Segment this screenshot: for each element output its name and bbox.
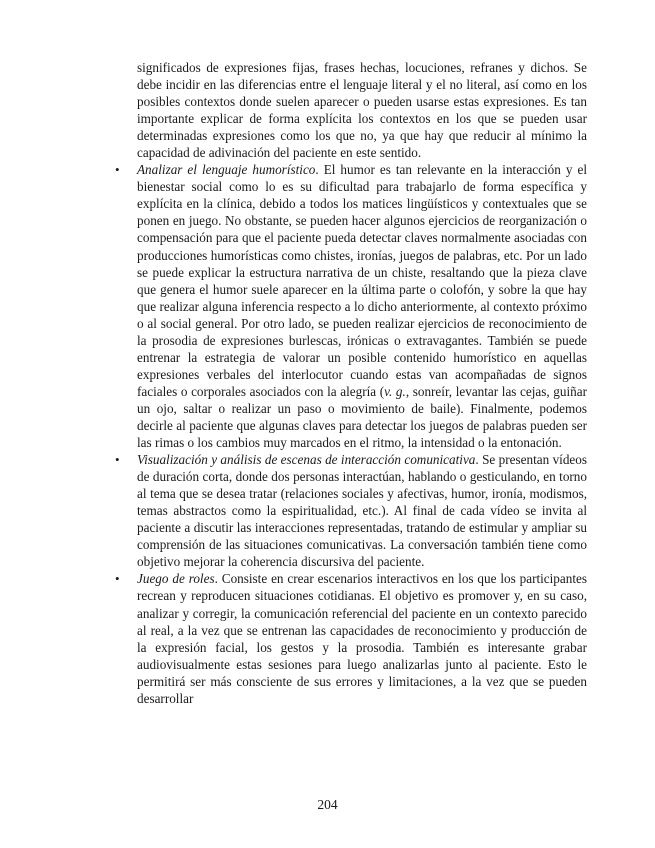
bullet-item-humor bbox=[115, 161, 587, 451]
bullet-term: Analizar el lenguaje humorístico bbox=[137, 162, 316, 178]
bullet-item-juego-de-roles bbox=[115, 570, 587, 706]
page-number: 204 bbox=[317, 797, 338, 812]
bullet-item-visualizacion bbox=[115, 451, 587, 570]
bullet-icon: • bbox=[115, 571, 120, 587]
bullet-icon: • bbox=[115, 452, 120, 468]
bullet-text: . El humor es tan relevante en la interacción y el bienestar social como lo es su dificultad para trabajarlo de forma específica y explícita en la clínica, debido a todos los matices lingüísticos y contextuales que se ponen en juego. No obstante, se pueden hacer algunos ejercicios de reorganización o compensación para que el paciente pueda detectar claves normalmente asociadas con producciones humorísticas como chistes, ironías, juegos de palabras, etc. Por un lado se puede explicar la estructura narrativa de un chiste, resaltando que la pieza clave que genera el humor suele aparecer en la última parte o colofón, y sobre la que hay que realizar alguna inferencia respecto a lo dicho anteriormente, al contexto próximo o al social general. Por otro lado, se pueden realizar ejercicios de reconocimiento de la prosodia de expresiones burlescas, irónicas o extravagantes. También se puede entrenar la estrategia de valorar un posible contenido humorístico en aquellas expresiones verbales del interlocutor cuando estas van acompañadas de signos faciales o corporales asociados con la alegría ( bbox=[137, 162, 587, 399]
continuation-paragraph: significados de expresiones fijas, frases hechas, locuciones, refranes y dichos. Se debe incidir en las diferencias entre el lenguaje literal y el no literal, así como en los posibles contextos donde suelen aparecer o pueden usarse estas expresiones. Es tan importante explicar de forma explícita los contextos en los que se pueden usar determinadas expresiones como los que no, ya que hay que reducir al mínimo la capacidad de adivinación del paciente en este sentido. bbox=[137, 60, 587, 161]
bullet-term: Juego de roles bbox=[137, 571, 215, 587]
bullet-list bbox=[115, 161, 587, 707]
bullet-text: . Se presentan vídeos de duración corta, donde dos personas interactúan, hablando o gesticulando, en torno al tema que se desea tratar (relaciones sociales y afectivas, humor, ironía, modismos, temas abstractos como la espiritualidad, etc.). Al final de cada vídeo se invita al paciente a discutir las interacciones representadas, tratando de estimular y ampliar su comprensión de las situaciones comunicativas. La conversación también tiene como objetivo mejorar la coherencia discursiva del paciente. bbox=[137, 452, 587, 570]
bullet-icon: • bbox=[115, 162, 120, 178]
bullet-text-continued: , sonreír, levantar las cejas, guiñar un ojo, saltar o realizar un paso o movimiento de baile). Finalmente, podemos decirle al paciente que algunas claves para detectar los juegos de palabras pueden ser las rimas o los cambios muy marcados en el ritmo, la intensidad o la entonación. bbox=[137, 383, 587, 451]
bullet-abbreviation: v. g. bbox=[384, 383, 406, 399]
body-text bbox=[115, 59, 587, 707]
bullet-term: Visualización y análisis de escenas de interacción comunicativa bbox=[137, 452, 476, 468]
bullet-text: . Consiste en crear escenarios interactivos en los que los participantes recrean y reproducen situaciones cotidianas. El objetivo es promover y, en su caso, analizar y corregir, la comunicación referencial del paciente en un contexto parecido al real, a la vez que se entrenan las capacidades de reconocimiento y producción de la expresión facial, los gestos y la prosodia. También es interesante grabar audiovisualmente estas sesiones para luego analizarlas junto al paciente. Esto le permitirá ser más consciente de sus errores y limitaciones, a la vez que se pueden desarrollar bbox=[137, 571, 587, 706]
